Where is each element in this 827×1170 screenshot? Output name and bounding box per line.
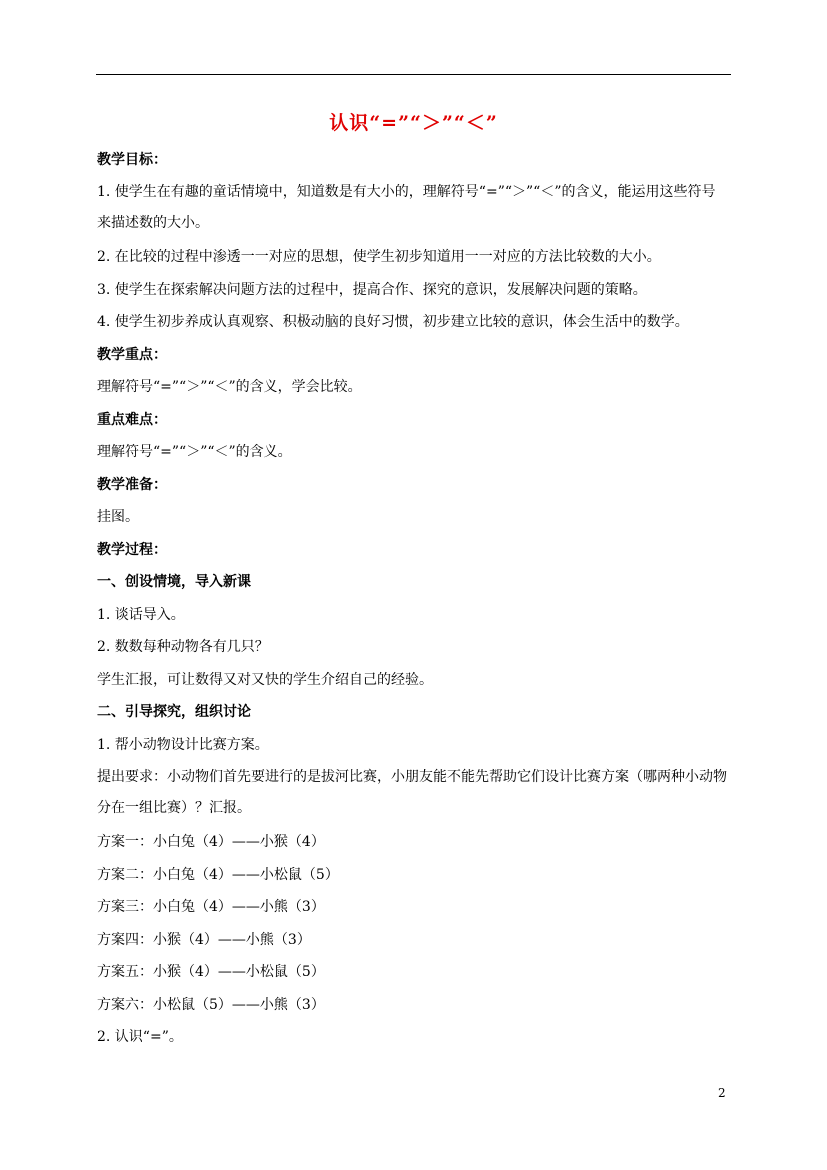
plan-5: 方案五：小猴（4）——小松鼠（5） [97,964,325,980]
plan-6: 方案六：小松鼠（5）——小熊（3） [97,997,325,1013]
section-1-heading: 一、创设情境，导入新课 [97,574,251,590]
page-number: 2 [718,1086,726,1100]
preparation-text: 挂图。 [97,509,139,525]
heading-key-points: 教学重点： [97,347,167,363]
objective-2: 2. 在比较的过程中渗透一一对应的思想，使学生初步知道用一一对应的方法比较数的大小。 [97,249,661,265]
document-title: 认识“=”“＞”“＜” [329,112,498,134]
plan-2: 方案二：小白兔（4）——小松鼠（5） [97,867,339,883]
step-2-1: 1. 帮小动物设计比赛方案。 [97,737,269,753]
heading-preparation: 教学准备： [97,477,167,493]
step-1-note: 学生汇报，可让数得又对又快的学生介绍自己的经验。 [97,672,433,688]
section-2-heading: 二、引导探究，组织讨论 [97,704,251,720]
step-1-2: 2. 数数每种动物各有几只？ [97,639,269,655]
heading-objectives: 教学目标： [97,152,167,168]
heading-difficulties: 重点难点： [97,412,167,428]
plan-3: 方案三：小白兔（4）——小熊（3） [97,899,325,915]
key-points-text: 理解符号“=”“＞”“＜”的含义，学会比较。 [97,379,362,395]
difficulties-text: 理解符号“=”“＞”“＜”的含义。 [97,444,292,460]
step-2-2: 2. 认识“=”。 [97,1029,183,1045]
plan-1: 方案一：小白兔（4）——小猴（4） [97,834,325,850]
objective-1: 1. 使学生在有趣的童话情境中，知道数是有大小的，理解符号“=”“＞”“＜”的含义，能运用这些符号来描述数的大小。 [97,184,716,231]
header-rule [96,74,731,75]
step-1-1: 1. 谈话导入。 [97,607,185,623]
requirement-text: 提出要求：小动物们首先要进行的是拔河比赛，小朋友能不能先帮助它们设计比赛方案（哪两种小动物分在一组比赛）？汇报。 [97,769,727,816]
heading-process: 教学过程： [97,542,167,558]
objective-4: 4. 使学生初步养成认真观察、积极动脑的良好习惯，初步建立比较的意识，体会生活中的数学。 [97,314,689,330]
plan-4: 方案四：小猴（4）——小熊（3） [97,932,311,948]
objective-3: 3. 使学生在探索解决问题方法的过程中，提高合作、探究的意识，发展解决问题的策略。 [97,282,647,298]
